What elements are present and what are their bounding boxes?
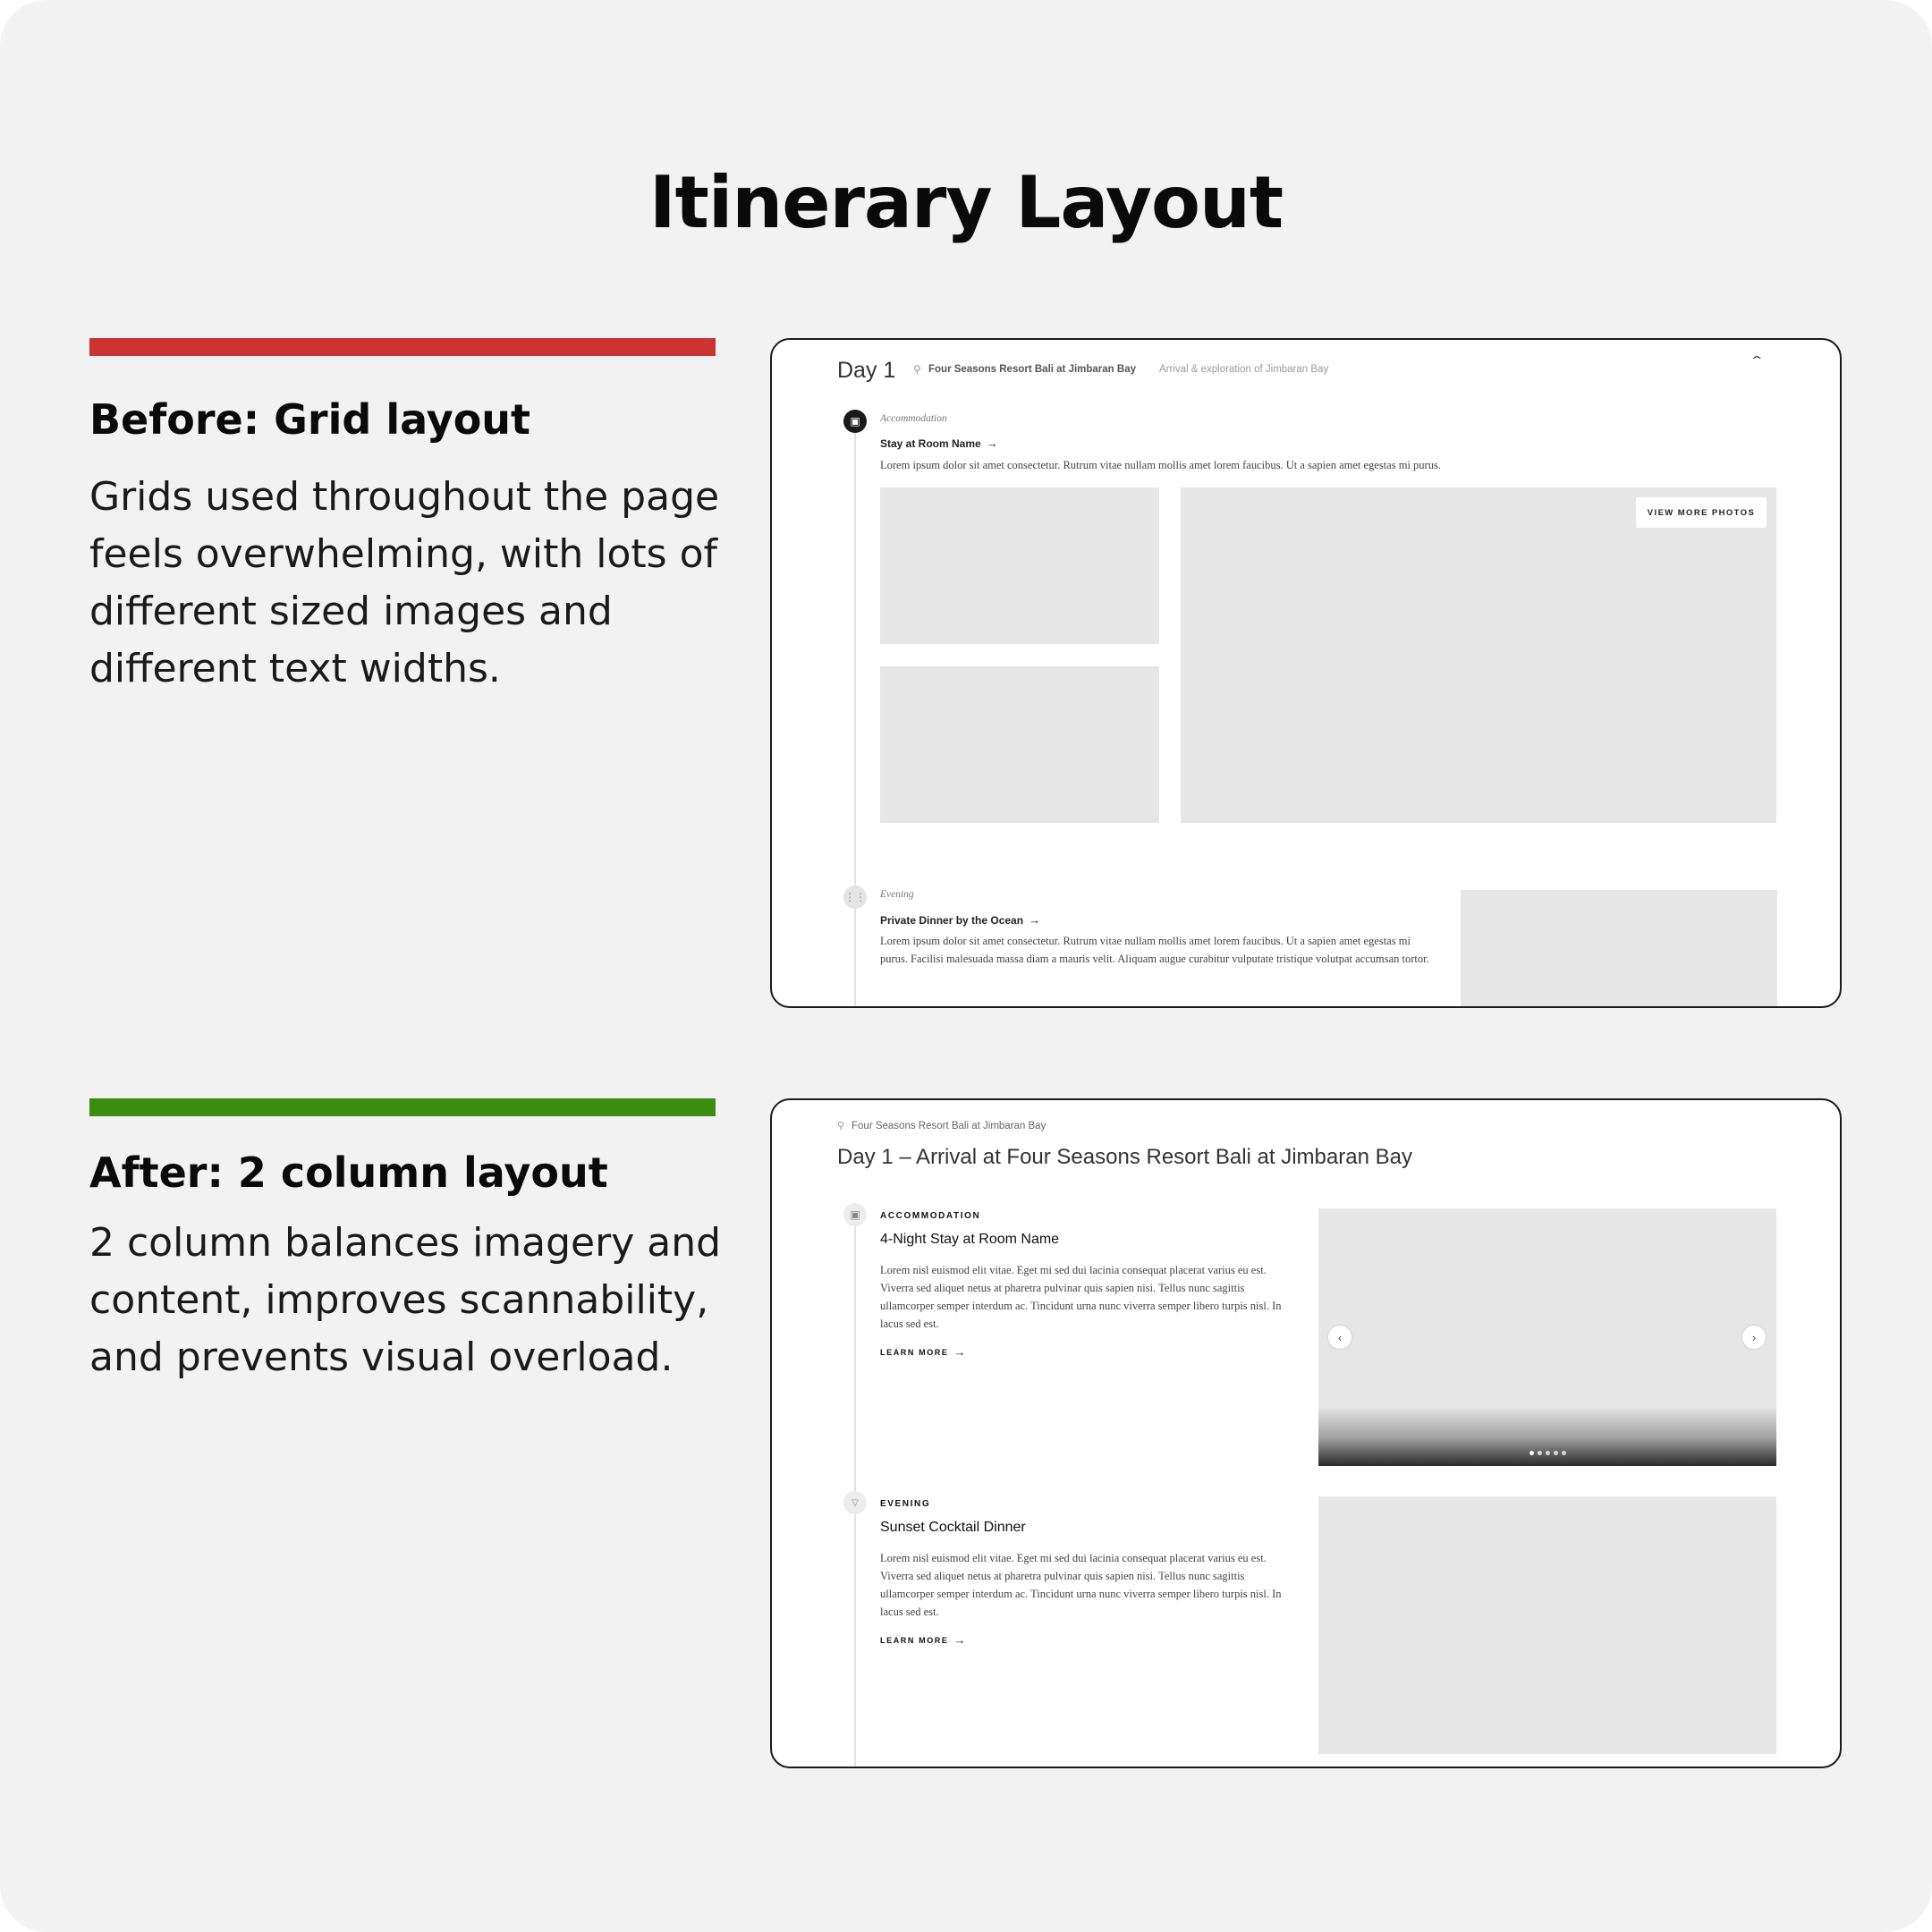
view-more-photos-button[interactable]: VIEW MORE PHOTOS: [1636, 497, 1767, 528]
image-placeholder-large: [1181, 487, 1776, 823]
learn-more-label: LEARN MORE: [880, 1347, 949, 1357]
after-location: Four Seasons Resort Bali at Jimbaran Bay: [852, 1121, 1046, 1131]
after-evening-category: EVENING: [880, 1499, 931, 1509]
arrow-right-icon: →: [953, 1633, 966, 1647]
before-subtitle: Arrival & exploration of Jimbaran Bay: [1159, 364, 1329, 375]
before-accommodation-category: Accommodation: [880, 413, 947, 424]
before-accommodation-title: Stay at Room Name: [880, 436, 981, 450]
calendar-icon: ▣: [843, 410, 867, 433]
location-pin-icon: ⚲: [913, 363, 921, 376]
after-description: 2 column balances imagery and content, improves scannability, and prevents visual overload.: [89, 1220, 722, 1380]
arrow-right-icon: →: [986, 436, 998, 450]
before-heading: Before: Grid layout: [89, 395, 531, 444]
after-evening-title: Sunset Cocktail Dinner: [880, 1520, 1026, 1535]
image-placeholder: [1461, 890, 1777, 1008]
timeline-line: [854, 417, 856, 1008]
learn-more-label: LEARN MORE: [880, 1635, 949, 1645]
before-evening-link[interactable]: [880, 913, 1040, 927]
carousel-dot[interactable]: [1554, 1451, 1558, 1455]
arrow-right-icon: →: [953, 1345, 966, 1359]
carousel-dot[interactable]: [1546, 1451, 1550, 1455]
after-accommodation-title: 4-Night Stay at Room Name: [880, 1232, 1060, 1247]
after-accommodation-learn-more[interactable]: [880, 1345, 966, 1359]
after-mockup-panel: [770, 1098, 1842, 1768]
image-carousel: [1318, 1208, 1776, 1466]
chevron-up-icon[interactable]: ˆ: [1752, 354, 1762, 374]
before-day-title: Day 1: [837, 358, 896, 383]
after-accommodation-category: ACCOMMODATION: [880, 1211, 981, 1221]
before-accent-bar: [89, 338, 716, 356]
before-evening-category: Evening: [880, 889, 914, 900]
after-evening-body: Lorem nisl euismod elit vitae. Eget mi sed dui lacinia consequat placerat varius eu est. Viverra sed aliquet netus at pharetra pulvinar quis sapien nisi. Tellus nunc sagittis ullamcorper semper interdum ac. Tincidunt urna nunc viverra semper libero turpis nisl. In lacus sed est.: [880, 1552, 1282, 1618]
location-pin-icon: ⚲: [837, 1121, 845, 1131]
image-placeholder: [1318, 1496, 1776, 1754]
arrow-right-icon: →: [1029, 913, 1041, 927]
after-evening-learn-more[interactable]: [880, 1633, 966, 1647]
calendar-icon: ▣: [843, 1203, 867, 1226]
carousel-dot[interactable]: [1538, 1451, 1542, 1455]
chevron-left-icon[interactable]: ‹: [1328, 1326, 1352, 1349]
fork-knife-icon: ⋮⋮: [843, 886, 867, 909]
after-accent-bar: [89, 1098, 716, 1116]
before-accommodation-link[interactable]: [880, 436, 998, 450]
before-evening-body: Lorem ipsum dolor sit amet consectetur. Rutrum vitae nullam mollis amet lorem faucibus. Ut a sapien amet egestas mi purus. Facilisi malesuada massa diam a mauris velit. Aliquam augue curabitur vulputate tristique volutpat accumsan tortor.: [880, 935, 1429, 965]
image-placeholder: [880, 487, 1159, 644]
cocktail-icon: ▽: [843, 1491, 867, 1514]
carousel-dot[interactable]: [1530, 1451, 1534, 1455]
carousel-dots[interactable]: [1318, 1449, 1776, 1455]
before-accommodation-body: Lorem ipsum dolor sit amet consectetur. Rutrum vitae nullam mollis amet lorem faucibus. Ut a sapien amet egestas mi purus.: [880, 459, 1441, 471]
image-placeholder: [880, 666, 1159, 823]
after-accommodation-body: Lorem nisl euismod elit vitae. Eget mi sed dui lacinia consequat placerat varius eu est. Viverra sed aliquet netus at pharetra pulvinar quis sapien nisi. Tellus nunc sagittis ullamcorper semper interdum ac. Tincidunt urna nunc viverra semper libero turpis nisl. In lacus sed est.: [880, 1264, 1282, 1330]
chevron-right-icon[interactable]: ›: [1742, 1326, 1766, 1349]
before-location: Four Seasons Resort Bali at Jimbaran Bay: [928, 364, 1136, 375]
page-title: Itinerary Layout: [648, 161, 1284, 244]
before-description: Grids used throughout the page feels overwhelming, with lots of different sized images and different text widths.: [89, 474, 720, 691]
before-evening-title: Private Dinner by the Ocean: [880, 913, 1024, 927]
carousel-dot[interactable]: [1562, 1451, 1566, 1455]
before-mockup-panel: [770, 338, 1842, 1008]
after-day-title: Day 1 – Arrival at Four Seasons Resort Bali at Jimbaran Bay: [837, 1145, 1412, 1169]
after-heading: After: 2 column layout: [89, 1148, 608, 1197]
